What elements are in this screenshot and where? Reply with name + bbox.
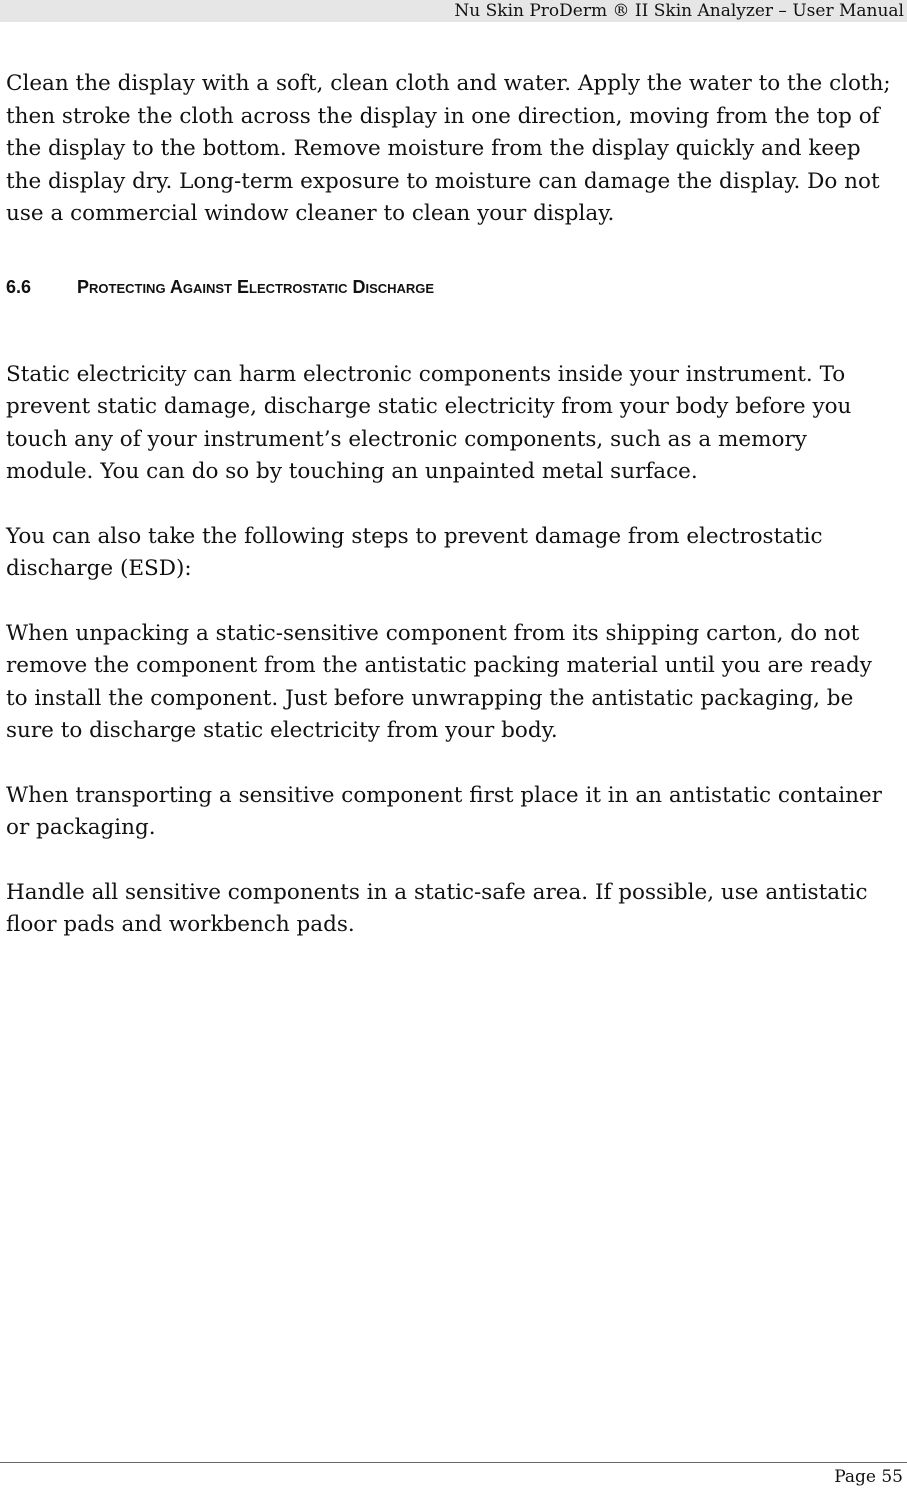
footer-divider: [0, 1462, 907, 1463]
page-header: [0, 0, 907, 22]
paragraph-transporting: When transporting a sensitive component first place it in an antistatic container or packaging.: [6, 782, 882, 840]
section-number: 6.6: [6, 276, 32, 297]
header-title: Nu Skin ProDerm ® II Skin Analyzer – User Manual: [454, 1, 904, 21]
paragraph-static-electricity: Static electricity can harm electronic components inside your instrument. To prevent static damage, discharge static electricity from your body before you touch any of your instrument’s electronic components, such as a memory module. You can do so by touching an unpainted metal surface.: [6, 361, 852, 484]
paragraph-unpacking: When unpacking a static-sensitive component from its shipping carton, do not remove the component from the antistatic packing material until you are ready to install the component. Just before unwrapping the antistatic packaging, be sure to discharge static electricity from your body.: [6, 620, 872, 743]
page-number: Page 55: [834, 1467, 903, 1487]
section-heading: [6, 275, 896, 299]
page-body: [6, 68, 896, 974]
section-title: Protecting Against Electrostatic Discharge: [77, 276, 435, 297]
paragraph-esd-steps: You can also take the following steps to prevent damage from electrostatic discharge (ESD):: [6, 523, 823, 581]
paragraph-handling: Handle all sensitive components in a static-safe area. If possible, use antistatic floor pads and workbench pads.: [6, 879, 868, 937]
intro-paragraph: Clean the display with a soft, clean cloth and water. Apply the water to the cloth; then stroke the cloth across the display in one direction, moving from the top of the display to the bottom. Remove moisture from the display quickly and keep the display dry. Long-term exposure to moisture can damage the display. Do not use a commercial window cleaner to clean your display.: [6, 71, 891, 226]
